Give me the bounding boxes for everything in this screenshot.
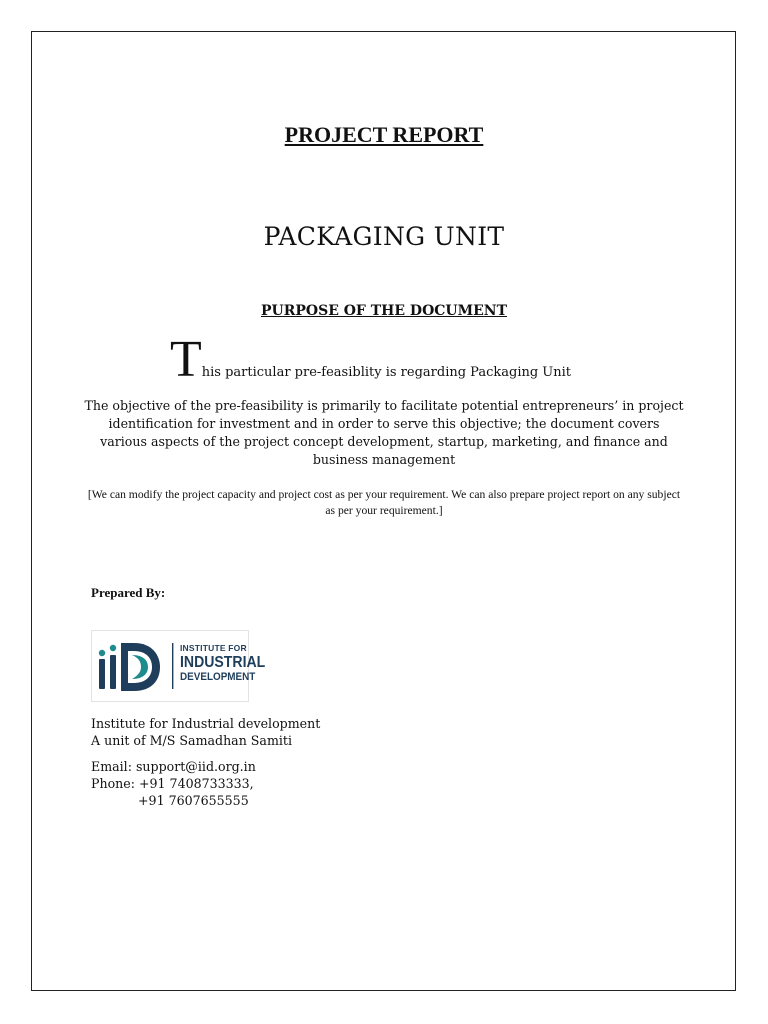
- intro-line: [170, 331, 572, 388]
- phone-line-2: +91 7607655555: [138, 793, 249, 808]
- organization-name: Institute for Industrial development: [91, 716, 321, 731]
- institute-logo: [91, 630, 266, 702]
- organization-block: [91, 715, 320, 749]
- intro-text: his particular pre-feasiblity is regarding Packaging Unit: [201, 365, 572, 380]
- phone-line-1: Phone: +91 7408733333,: [91, 776, 254, 791]
- objective-paragraph: The objective of the pre-feasibility is primarily to facilitate potential entrepreneurs’ in project identification for investment and in order to serve this objective; the document covers various aspects of the project concept development, startup, marketing, and finance and business management: [84, 398, 684, 467]
- organization-unit: A unit of M/S Samadhan Samiti: [91, 733, 293, 748]
- logo-line-2: INDUSTRIAL: [180, 653, 266, 671]
- report-title: PROJECT REPORT: [284, 122, 484, 147]
- logo-line-3: DEVELOPMENT: [180, 670, 256, 683]
- logo-line-1: INSTITUTE FOR: [180, 643, 247, 653]
- logo-wordmark: [180, 644, 277, 683]
- contact-block: [91, 758, 256, 809]
- prepared-by-label: Prepared By:: [91, 585, 166, 600]
- purpose-heading: PURPOSE OF THE DOCUMENT: [260, 303, 508, 319]
- drop-cap: T: [170, 331, 202, 388]
- customization-note: [We can modify the project capacity and project cost as per your requirement. We can also prepare project report on any subject as per your requirement.]: [87, 488, 681, 517]
- email-line: Email: support@iid.org.in: [91, 759, 256, 774]
- report-subject: PACKAGING UNIT: [263, 222, 505, 251]
